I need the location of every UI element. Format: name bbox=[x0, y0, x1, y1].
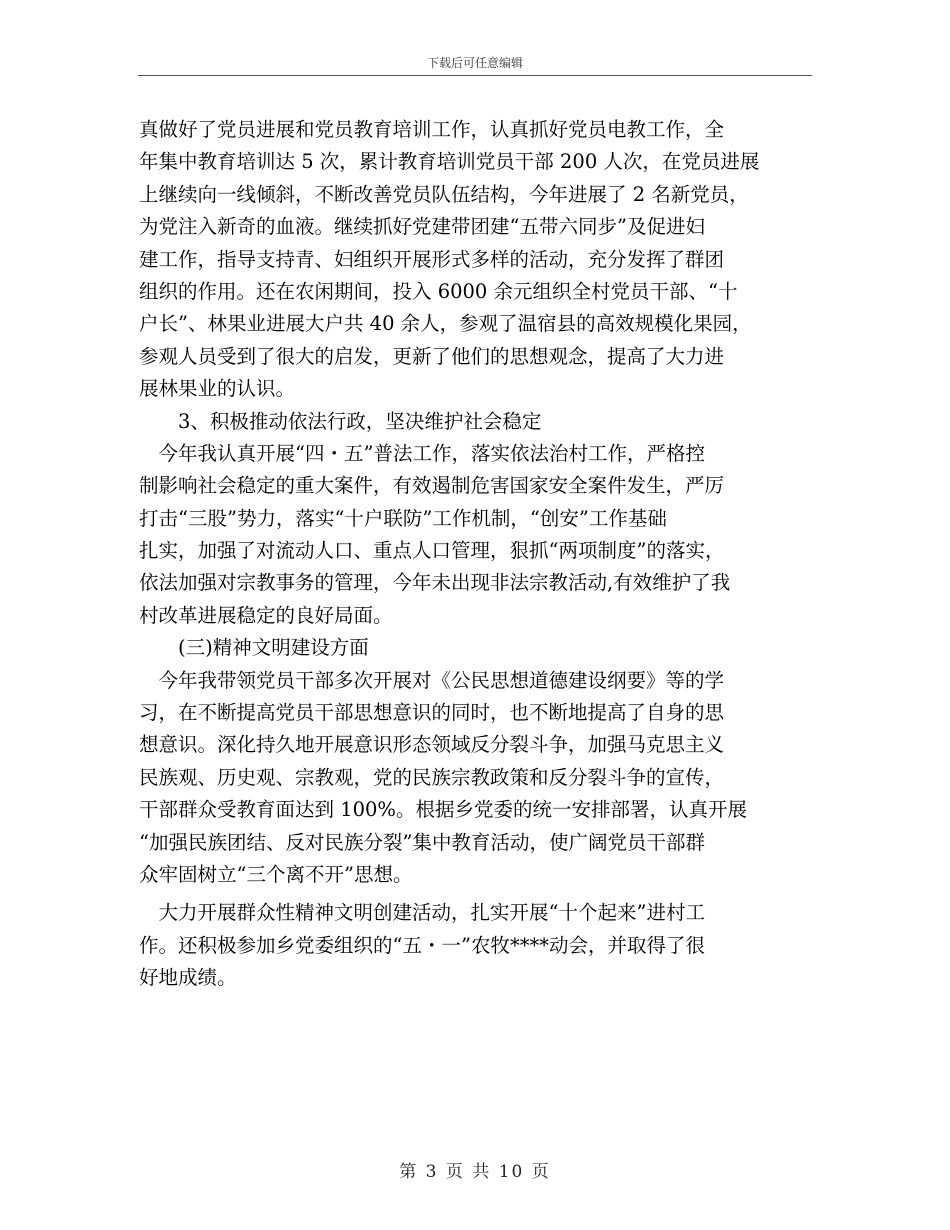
text-line: 上继续向一线倾斜，不断改善党员队伍结构，今年进展了 2 名新党员， bbox=[139, 182, 749, 206]
text-line: 依法加强对宗教事务的管理，今年未出现非法宗教活动,有效维护了我 bbox=[139, 571, 731, 595]
text-line: 年集中教育培训达 5 次，累计教育培训党员干部 200 人次，在党员进展 bbox=[139, 150, 760, 174]
text-line: 村改革进展稳定的良好局面。 bbox=[139, 603, 393, 627]
text-line: 真做好了党员进展和党员教育培训工作，认真抓好党员电教工作，全 bbox=[139, 118, 725, 141]
header-divider bbox=[138, 75, 812, 76]
text-line: 民族观、历史观、宗教观，党的民族宗教政策和反分裂斗争的宣传， bbox=[139, 765, 725, 789]
text-line: 为党注入新奇的血液。继续抓好党建带团建“五带六同步”及促进妇 bbox=[139, 215, 705, 239]
text-line: 习，在不断提高党员干部思想意识的同时，也不断地提高了自身的思 bbox=[139, 701, 725, 725]
page-number: 第 3 页 共 10 页 bbox=[399, 1162, 551, 1182]
text-line: 扎实，加强了对流动人口、重点人口管理，狠抓“两项制度”的落实， bbox=[139, 539, 725, 563]
text-line: 众牢固树立“三个离不开”思想。 bbox=[139, 862, 413, 886]
text-line: 大力开展群众性精神文明创建活动，扎实开展“十个起来”进村工 bbox=[139, 901, 705, 925]
header-note: 下载后可任意编辑 bbox=[426, 56, 523, 70]
text-line: 作。还积极参加乡党委组织的“五・一”农牧****动会，并取得了很 bbox=[139, 933, 705, 957]
section-heading: 3、积极推动依法行政，坚决维护社会稳定 bbox=[139, 409, 542, 433]
text-line: “加强民族团结、反对民族分裂”集中教育活动，使广阔党员干部群 bbox=[139, 830, 705, 854]
text-line: 参观人员受到了很大的启发，更新了他们的思想观念，提高了大力进 bbox=[139, 344, 725, 368]
text-line: 想意识。深化持久地开展意识形态领域反分裂斗争，加强马克思主义 bbox=[139, 733, 725, 757]
text-line: 好地成绩。 bbox=[139, 966, 237, 990]
text-line: 今年我认真开展“四・五”普法工作，落实依法治村工作，严格控 bbox=[139, 441, 705, 465]
text-line: 今年我带领党员干部多次开展对《公民思想道德建设纲要》等的学 bbox=[139, 668, 725, 692]
text-line: 干部群众受教育面达到 100%。根据乡党委的统一安排部署，认真开展 bbox=[139, 798, 747, 822]
section-heading: (三)精神文明建设方面 bbox=[139, 636, 369, 660]
text-line: 组织的作用。还在农闲期间，投入 6000 余元组织全村党员干部、“十 bbox=[139, 279, 738, 303]
text-line: 建工作，指导支持青、妇组织开展形式多样的活动，充分发挥了群团 bbox=[139, 247, 725, 271]
text-line: 户长”、林果业进展大户共 40 余人，参观了温宿县的高效规模化果园， bbox=[139, 312, 752, 336]
text-line: 打击“三股”势力，落实“十户联防”工作机制，“创安”工作基础 bbox=[139, 506, 667, 530]
document-body bbox=[139, 114, 811, 995]
text-line: 制影响社会稳定的重大案件，有效遏制危害国家安全案件发生，严厉 bbox=[139, 474, 725, 498]
text-line: 展林果业的认识。 bbox=[139, 377, 296, 401]
